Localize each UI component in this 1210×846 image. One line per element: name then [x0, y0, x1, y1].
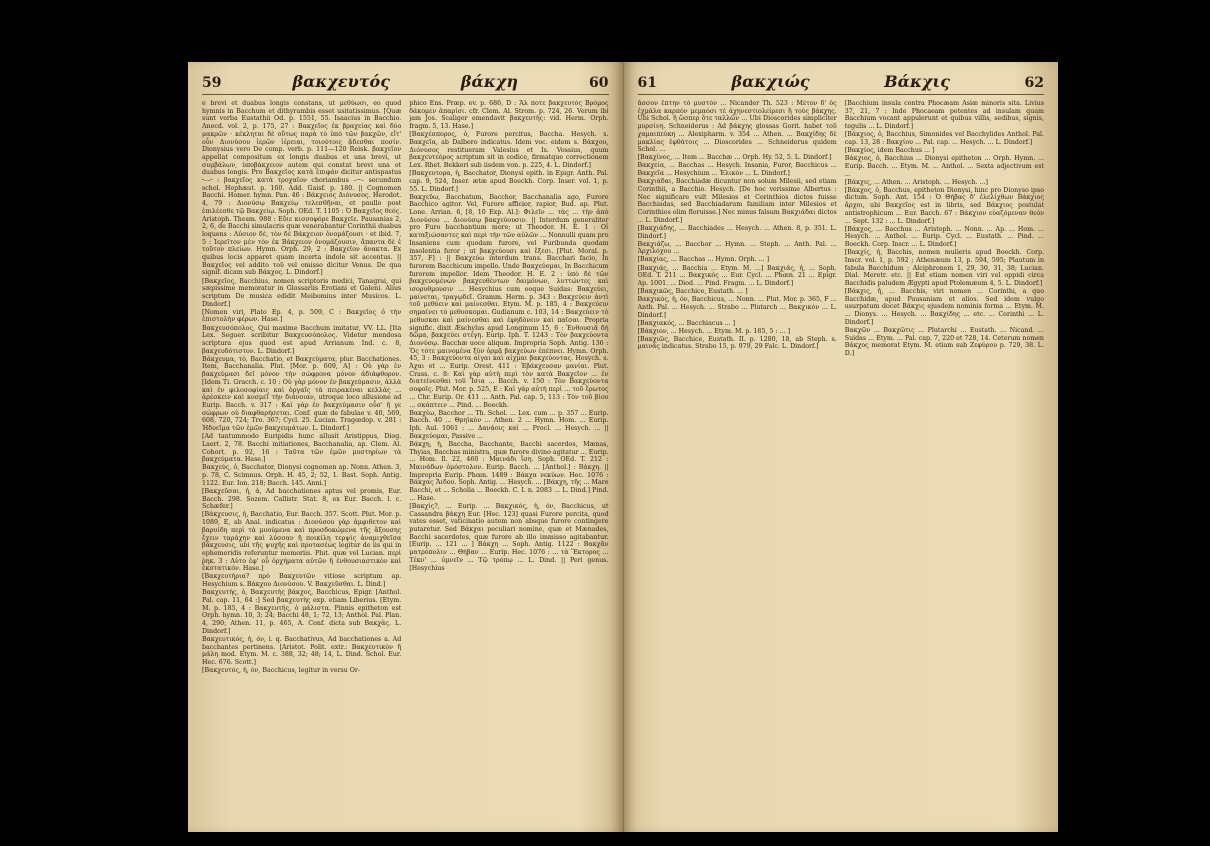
- paragraph: [Βακχεῖος, Bacchius, nomen scriptoris medici, Tanagrai, qui sæpissime memoratur in Glossariis Erotiani et Galeni. Alius scriptum De musica edidit Meibomius inter Musicos. L. Dindorf.]: [202, 277, 402, 308]
- paragraph: Βακχέω, Bacchor ... Th. Schol. ... Lex. cum ... p. 357 ... Eurip. Bacch. 40 ... Θρηϊκὸν ... Athen. 2 ... Hymn. Hom. ... Eurip. Iph. Aul. 1061 : ... Δανάοις καὶ ... Procl. ... Hesych. ... || Βακχεύομαι, Passive ...: [409, 409, 609, 440]
- paragraph: [Βακχίος, idem Bacchus ... ]: [844, 147, 935, 154]
- paragraph: [Βακχὶς?, ... Eurip. ... Βακχικός, ἡ, όν, Bacchicus, ut Cassandra βάκχη Eur. [Hec. 123] quasi Furore percita, quod vates esset, vaticinatio autem non absque furore contingere putaretur. Sed Βάκχαι peculiari nomine, quæ et Mænades, Bacchi sacerdotes, quæ furore ab illo immisso agitabantur. [Eurip. ... 121 ... ] Βάκχη ... Soph. Antig. 1122 : Βακχᾶν ματρόπολιν ... Θήβαν ... Eurip. Hec. 1076 : ... τὰ Ἕκτορος ... Τέκν' ... ὑμνεῖν ... Τῷ τρόπῳ ... L. Dind. || Peri genus. [Hesychius: [409, 502, 609, 572]
- paragraph: [Βακχεῦσαι, ἡ, ἁ, Ad bacchationes aptus vel promis, Eur. Bacch. 298. Sozem. Callistr. Stat. 8, ex Eur. Bacch. l. c. Schæfer.]: [202, 487, 402, 511]
- left-page-columns: [202, 100, 609, 822]
- paragraph: [Βάκχιος, ὁ, Bacchius, Simonides vel Bacchylides Anthol. Pal. cap. 13, 28 : Βακχίου ... Pal. cap. ... Hesych. ... L. Dindorf.]: [844, 131, 1044, 146]
- paragraph: [Nomen viri, Plato Ep. 4, p. 509, C : Βακχεῖος ὁ τὴν ἐπιστολὴν φέρων. Hase.]: [202, 308, 402, 324]
- paragraph: e brevi et duabus longis constans, ut μεθύωσι, eo quod hymnis in Bacchum et dithyrambis esset usitatissimus. [Quæ sunt verba Eustathii Od. p. 1551, 55. Isaacius in Bacchio. Anecd. vol. 2, p. 175, 27 : Βακχεῖος ἐκ βραχείας καὶ δύο μακρῶν · κέκληται δὲ οὕτως παρὰ τὸ ὑπὸ τῶν βακχῶν, εἴτ' οὖν Διονύσου ἱερῶν ἱέρειαι, τοιούτοις ᾄδεσθαι ποσίν. Dionysius vero De comp. verb. p. 111—120 Reisk. βακχεῖον appellat compositum ex longis duabus et una brevi, ut συμβάλων, ὑποβάκχειον autem qui constat brevi una et duabus longis. Pro Βακχεῖος κατὰ ἐπιφάν dicitur antispastus ⏑––⏑ : βακχεῖος κατὰ τροχαῖον choriambus –⏑⏑– secundum schol. Hephæst. p. 160. Add. Gaisf. p. 180. || Cognomen Bacchi. Homer. hymn. Pan. 46 : Βάκχειος Διόνυσος. Herodot. 4, 79 : Διονύσῳ Βακχείῳ τελεσθῆναι, et paullo post ἐπιλέεσθε τῷ Βακχείῳ. Soph. OEd. T. 1105 : Ὁ Βακχεῖος θεός. Aristoph. Thesm. 988 : Εὔιε κισσοφόρε Βακχεῖε. Pausanias 2, 2, 6, de Bacchi simulacris quæ venerabantur Corinthii duabus loquens : Λύσιον δὲ, τὸν δὲ Βάκχειον ὀνομάζουσι · et ibid. 7, 5 : Ἱερεῖτον μὲν τὸν ἐκ Βάκχειον ὀνομάζουσιν, ἄπαντα δὲ ἐ τοῦτον πλείων. Hymn. Orph. 29, 2 : Βακχεῖον ἄνακτα. Ex quibus locis apparet quam incerta indole sit accentus. || Βακχεῖος vel addito τοῦ vel omisso dicitur Venus. De qua signif. dicam sub Βάκχος. L. Dindorf.]: [202, 100, 402, 277]
- paragraph: [Βακχευτός, ἡ, όν, Bacchicus, legitur in versu Or-: [202, 667, 361, 675]
- right-page-columns: [638, 100, 1045, 822]
- page-number-61: 61: [637, 75, 657, 91]
- paragraph: ἄσσον ἔπτην τὸ μυστὸν ... Nicander Th. 523 : Μέτον δ' ὅς ἐχμάλα καρπὸν μεμαόσι τὲ ἀχηνεστιολείρεσι ἢ τοὺς βάκχης. Ubi Schol. ἢ ὥσπερ ὅτε ταλλῶν ... Ubi Dioscorides simpliciter μυρσίνη. Schneiderus : Ad βάκχης glossas Gorit. habet τοῦ χαμαιπεύκη ... Alexipharm. v. 354 ... Athen. ... Βακχίδης δὲ μακλίας ἐφθάτοις ... Dioscorides ... Schneiderus quidem Schol. ...: [637, 100, 837, 154]
- paragraph: [Βάκχος, ὁ, Bacchus, epitheton Dionysi, hinc pro Dionyso ipso dictum. Soph. Ant. 154 : Ὁ Θήβας δ' ἐλελίχθων Βάκχιος ἄρχοι, ubi Βακχεῖος est in libris, sed Βάκχιος postulat antistrophicum ... Eur. Bacch. 67 : Βάκχιον εὐαζόμεναν θεόν ... Sept. 132 : ... L. Dindorf.]: [844, 186, 1044, 225]
- paragraph: [Βάκχις, ἡ, ... Bacchis, viri nomen ... Corinthi, a quo Bacchidæ, apud Pausaniam et alios. Sed idem vulgo usurpatum docet Βάκχις ejusdem nominis forma ... Etym. M. ... Dionys. ... Hesych. ... Βακχίδης ... etc. ... Corinthi ... L. Dindorf.]: [844, 288, 1044, 326]
- paragraph: [Βακχιακός, ... Bacchiacus ... ]: [637, 319, 736, 327]
- left-page-column-2: [409, 100, 608, 822]
- head-word-right: βάκχη: [460, 72, 519, 91]
- paragraph: Βακχευτής, ὁ, Βακχευτὴς βάκχος, Bacchicus, Epigr. [Anthol. Pal. cap. 11, 64 :] Sed βακχευτὴς exp. etiam Liberius. [Etym. M. p. 185, 4 : Βακχευτής, ὁ μάλιστα. Pinnis epitheton est Orph. hymn. 10, 3; 24; Bacchi 48, 1; 72, 13; Anthol. Pal. Plan. 4, 290; Athen. 11, p. 465, A. Conf. dicta sub Βακχὰς. L. Dindorf.]: [202, 589, 402, 635]
- paragraph: Βακχιάζω, ... Bacchor ... Hymn. ... Steph. ... Anth. Pal. ... Ἀρχιλόχου ...: [637, 240, 837, 256]
- paragraph: Βάκχευμα, τό, Bacchatio, et Βακχεύματα, plur. Bacchationes. Item, Bacchanalia. Plut. [Mor. p. 609, A] : Οὐ γὰρ ἐν βακχεύμασι δεῖ μόνον τὴν σώφρονα μόνον ἀδιάφθορον. [Idem Ti. Gracch. c. 10 : Οὐ γὰρ μόνον ἐν βακχεύμασιν, ἀλλὰ καὶ ἐν φιλοσοφίαις καὶ ὀργαῖς τὰ πειρακέναι κελλὰς ... ἀρέσκειν καὶ κοσμεῖ τὴν διάνοιαν, utroque loco allusione ad Eurip. Bacch. v. 317 : Καὶ γὰρ ἐν βακχεύμασιν οὖσ' ἥ γε σώφρων οὐ διαφθαρήσεται. Conf. quæ de fabulae v. 40, 569, 608, 720, 724; Tro. 367; Cycl. 25. Lucian. Tragœdop. v. 281 : Ἡδυεῖμα τῶν ἐμῶν βακχευμάτων. L. Dindorf.]: [202, 355, 402, 433]
- paragraph: [Bacchium insula contra Phocæam Asiæ minoris sita. Livius 37, 21, 7 : Inde Phocaeam petentes ad insulam quam Bacchium vocant appulerunt et quibus villis, sedibus, signis, tegulis ... L. Dindorf.]: [844, 100, 1044, 131]
- paragraph: Βακχικός, ἡ, όν, Bacchicus, ... Nonn. ... Plut. Mor. p. 365, F ... Anth. Pal. ... Hesych. ... Strabo ... Plutarch ... Βακχικὸν ... L. Dindorf.]: [637, 296, 837, 319]
- paragraph: [Βακχίς, ἡ, Bacchis, nomen mulieris apud Boeckh. Corp. Inscr. vol. 1, p. 592 ; Athenæum 13, p. 594, 595; Plautum in fabula Bacchidum ; Alciphronem 1, 29, 30, 31, 38; Lucian. Dial. Meretr. etc. || Est etiam nomen viri vel oppidi circa Bacchidis paludem Ægypti apud Ptolemæum 4, 5. L. Dindorf.]: [844, 249, 1044, 287]
- page-number-62: 62: [1024, 75, 1044, 91]
- paragraph: Βακχεύς, ὁ, Bacchator, Dionysi cognomen ap. Nonn. Athen. 3, p. 78, C. Scimnus. Orph. H. 45, 2; 52, 1. Bast. Soph. Antig. 1122. Eur. Ion. 218; Bacch. 145. Anni.]: [202, 464, 402, 487]
- paragraph: [Βακχίνος, ... Item ... Bacchæ ... Orph. Hy. 52, 5. L. Dindorf.]: [637, 154, 832, 162]
- right-page-column-2: [845, 100, 1044, 822]
- paragraph: Βάκχη, ἡ, Baccha, Bacchante, Bacchi sacerdos, Mænas, Thyias, Bacchas ministra, quæ furore divino agitatur ... Eurip. ... Hom. Il. 22, 460 : Μαινάδι ἴση. Soph. OEd. T. 212 : Μαινάδων ὁμόστολον. Eurip. Bacch. ... [Anthol.] : Βάκχη. || Impropria Eurip. Phœn. 1489 : Βάκχα νεκύων. Hec. 1076 : Βάκχας Ἅιδου. Soph. Antig. ... Hesych. ... [Βάκχη, τῆς ... Mare Bacchi, et ... Scholia ... Boeckh. C. I. n. 2083 ... L. Dind.] Pind. ... Hase.: [409, 440, 609, 502]
- page-number-60: 60: [589, 75, 609, 91]
- paragraph: [Βάκχος, ... Bacchus ... Aristoph. ... Nonn. ... Ap. ... Hom. ... Hesych. ... Anthol. ... Eurip. Cycl. ... Eustath. ... Pind. ... Boeckh. Corp. Inscr. ... L. Dindorf.]: [844, 225, 1044, 248]
- paragraph: [Βακχέσπορος, ὁ, Furore percitus, Baccha. Hesych. s. Βακχεῖα, ab Dalbero indicatus. Idem voc. eidem s. Βάκχου, Διόνυσος restitueram Valesius et Is. Vossius, quum βακχευτεόρος scriptum sit in codice, firmatque correctionem Lex. Rhet. Bekkeri sub iisdem von. p. 225, 4. L. Dindorf.]: [409, 131, 609, 170]
- paragraph: Βακχεῦω, Bacchatum, Bacchor, Bacchanalia ago, Furore Bacchico agitor. Vel, Furore afficior, rapior, Bud. ap. Plut. Lone. Arrian. 6, [8, 10 Exp. Al.]: Φιλεῖν ... τὰς ... τὴν ἀπὸ Διονύσου ... Διονύσῳ βακχεύουσιν. || Interdum generaliter pro Furo bacchantium more; ut Theodor. H. E. 1 : Οἱ καταξιώσαντες καὶ περὶ τὴν τῶν αὐλῶν ... Nonnulli quam pro Insaniens cum quodam furore, vel Furibunda quodam insolentia feror ; ut βακχεύουσι καὶ ἔξεσι. [Plut. Moral. p. 357, F] : || Βακχεύω interdum trans. Bacchari facio, In furorem Bacchicum impello. Unde Βακχεύομαι, In Bacchicum furorem impellor. Idem Theodor. H. E. 2 : ὑπὸ δὲ τῶν βακχευομένων βακχευθέντων δαιμόνων, λυττώντες καὶ ισορυθμουσιν ... Hesychius cum eoque Suidas: Βακχεύει, μαίνεται, τραγῳδεῖ. Gramm. Herm. p. 343 : Βακχεύειν ἀντὶ τοῦ μεθύειν καὶ μαίνεσθαι. Etym. M. p. 185, 4 : Βακχεύειν σημαίνει τὸ μεθυσκομαι. Gudianum c. 103, 14 : Βακχεύειν τὸ μεθυσκαι καὶ μαίνεσθαι καὶ ἐφηδόνειν καὶ παῖσαι. Propria signific. dixit Æschylus apud Longinum 15, 6 : Ἐνθουσιᾶ δὴ δῶμα, βακχεύει στέγη. Eurip. Iph. T. 1243 : Τὸν βακχεύοντα Διονύσῳ. Bacchæ uoce aliquæ. Impropria Soph. Antig. 136 : Ὅς τότε μαινομένα ξὺν ὁρμᾷ βακχεύων ἐπέπνει. Hymn. Orph. 45, 3 : Βακχεύοντα αἰγαι καὶ αἰχμαι βακχεύοντας. Hesych. s. Ἁχαι et ... Eurip. Orest. 411 : Ἐβάκχευσαν μανίαι. Plut. Crass. c. 8: Καὶ γὰρ αὐτὴ περὶ τὸν κατὰ Βακχεῖον ... ἐν διατείνεσθαι τοῦ Ἴσια ... Bacch. v. 150 : Τὸν Βακχεύοντα σοφοῖς. Plut. Mor. p. 525, E : Καὶ γὰρ αὐτὴ περὶ ... τοῦ ἔρωτος ... Chr. Eurip. Or. 411 ... Anth. Pal. cap. 5, 113 : Τὸν τοῦ βίου ... σκάπτειν ... Pind. ... Boeckh.: [409, 193, 609, 409]
- paragraph: Βακχιάδαι, Bacchiadæ dicuntur non solum Milesii, sed etiam Corinthii, a Bacchio. Hesych. [De hoc verissime Albertus : Nec significare vult Milesios et Corinthios dictos fuisse Bacchiadas, sed Bacchiadarum familiam inter Milesios et Corinthios olim floruisse.] Nec minus falsum Βακχιάδαι dictos ... L. Dindorf.]: [637, 178, 837, 224]
- right-page-header: [638, 72, 1045, 95]
- paragraph: [Βακχιάς, ... Bacchia ... Etym. M. ...] Βακχιάς, ἡ, ... Soph. OEd. T. 211 ... Βακχικὸς ... Eur. Cycl. ... Phœn. 21 ... Epigr. Ap. 1001. ... Diod. ... Pind. Fragm. ... L. Dindorf.]: [637, 264, 837, 287]
- paragraph: Βακχευσόπολος, Qui maxime Bacchum imitatur, VV. LL. [Ita Lex. Seguer. scribitur Βακχευσόπολος. Videtur mendosa scriptura ejus quod est apud Arrianum Ind. c. 8, βακχευδότιστον. L. Dindorf.]: [202, 324, 402, 355]
- page-number-59: 59: [202, 75, 222, 91]
- right-page: [624, 62, 1059, 832]
- head-word-left: βακχευτός: [292, 72, 390, 91]
- paragraph: Βακχεία, ... Bacchas ... Hesych. Insania, Furor, Bacchicus ... Βακχεῖα ... Hesychium ... Ἑλικὸν ... L. Dindorf.]: [637, 162, 837, 178]
- paragraph: Βακχευτικός, ἡ, όν, i. q. Bacchativus, Ad bacchationes a. Ad bacchantes pertinens. [Aristot. Polit. extr.: Βακχευτικὸν ἢ μάλη mod. Etym. M. c. 388, 32; 48; 14, L. Dind. Schol. Eur. Hec. 676. Scott.]: [202, 635, 402, 666]
- left-page-column-1: [202, 100, 401, 822]
- head-word-right-right-page: Βάκχις: [884, 72, 950, 91]
- paragraph: Βάκχιος, ὁ, Bacchius ... Dionysi epitheton ... Orph. Hymn. ... Eurip. Bacch. ... Etym. M. ... Anthol. ... Sexta adjectivum est ...: [844, 155, 1044, 178]
- open-book-scan: [188, 62, 1058, 832]
- right-page-column-1: [638, 100, 837, 822]
- head-word-left-right-page: βακχιώς: [731, 72, 810, 91]
- paragraph: [Βακχιῶς, Bacchice, Eustath. II. p. 1280, 18, ab Steph. s. μαινάς indicatus. Strabo 15, p. 979, 29 Falc. L. Dindorf.]: [637, 335, 837, 351]
- paragraph: [Βακχιάδης, ... Bacchiades ... Hesych. ... Athen. 8, p. 351. L. Dindorf.]: [637, 224, 837, 240]
- paragraph: [Βακχίας, ... Bacchas ... Hymn. Orph. ... ]: [637, 256, 770, 264]
- paragraph: [Βακχευτορα, ἡ, Bacchator, Dionysi epith. in Epigr. Anth. Pal. cap. 9, 524, Inser. ætæ apud Boeckh. Corp. Inser. vol. 1, p. 55. L. Dindorf.]: [409, 170, 609, 193]
- paragraph: [Ad tantummodo Euripidis hunc allusit Aristippus, Diog. Laert. 2, 78. Bacchi initiationes, Bacchanalia, ap. Clem. Al. Cohort. p. 92, 16 : Ταῦτα τῶν ἐμῶν μυστηρίων τὰ βακχεύματα. Hase.]: [202, 433, 402, 464]
- paragraph: [Βακχευτήρια? πρὸ Βακχευτῶν vitiose scriptum ap. Hesychium s. Βάκχου Διονύσου. V. Βακχεῦσθαι. L. Dind.]: [202, 573, 402, 589]
- paragraph: phico Ens. Præp. ev. p. 686, D : Ἄλ ποτε βακχευτὸς Βρόμος δάκομεν ἀπαρίσι. cfr. Clem. Al. Strom. p. 724, 26. Verum ibi jam Jos. Scaliger emendavit βακχευτὴς: vid. Herm. Orph. fragm. 5, 13. Hase.]: [409, 100, 609, 131]
- paragraph: [Βάκχευσις, ἡ, Bacchatio, Eur. Bacch. 357. Scott. Plut. Mor. p. 1089, E, ab Anal. indicatus : Διονύσου γὰρ ἀμφιθετον καὶ βαρυίδη περὶ τὰ μυούμενα καὶ προσδοκώμενα τῆς ἄξουσης ἔχειν ταράχην καὶ λύσσαν ἢ ποικίλη τερψὶς ἀναμιχθεῖσα βάκχευσις, ubi τῆς ψυχῆς καὶ προτασέως legitur de iis qui in ephemeridis referuntur memoriis. Plut. quæ vel Lucian. περὶ ῥηκ. 3 : Αὐτο ἐφ' οὗ ὀρχήματα αὐτῶν ἢ ἐνθουσιαστικὸν καὶ ἐκστατικόν. Hase.]: [202, 511, 402, 573]
- paragraph: Βακχῶν ... Βακχῶτις ... Plutarchi ... Eustath. ... Nicand. ... Suidas ... Etym. ... Pal. cap. 7, 220 et 728, 14. Ceterum nomen Βάκχος memorat Etym. M. etiam sub Ζεφύρου p. 729, 38. L. D.]: [844, 326, 1044, 358]
- left-page-header: [202, 72, 609, 95]
- left-page: [188, 62, 624, 832]
- paragraph: [Βάκχιον, ... Hesych. ... Etym. M. p. 185, 5 : ... ]: [637, 327, 791, 335]
- paragraph: [Βακχικῶς, Bacchice, Eustath. ... ]: [637, 288, 748, 295]
- paragraph: [Βάκχις, ... Athen. ... Aristoph. ... Hesych. ...]: [844, 178, 988, 186]
